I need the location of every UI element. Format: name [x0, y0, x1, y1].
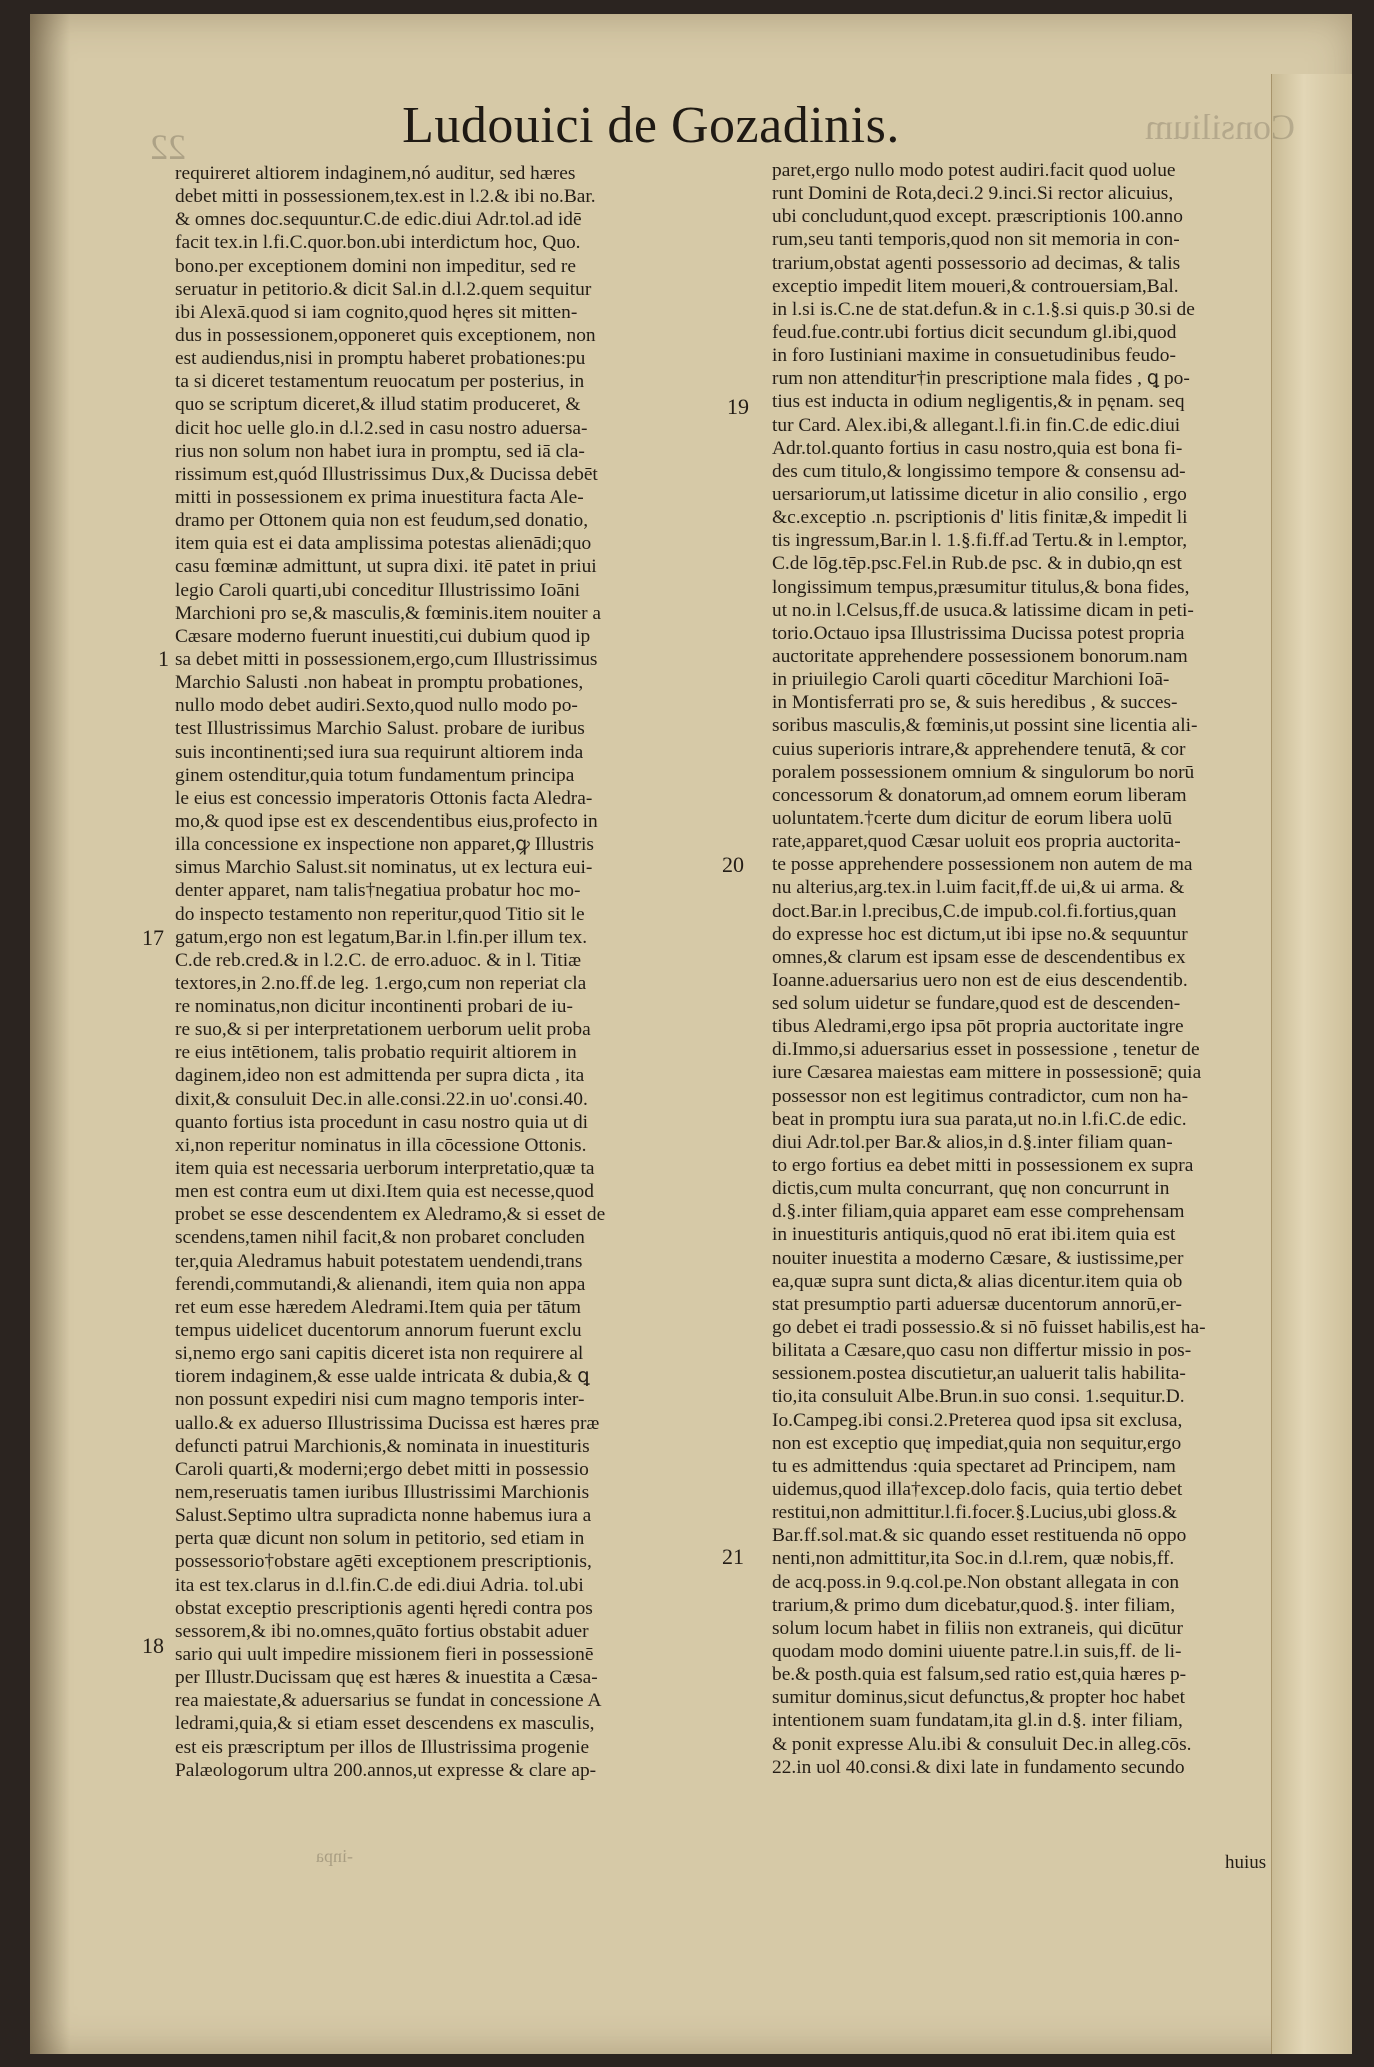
text-line: quodam modo domini uiuente patre.l.in suis,ff. de li-	[772, 1641, 1182, 1662]
text-line: rum,seu tanti temporis,quod non sit memoria in con-	[772, 229, 1180, 251]
margin-number: 20	[722, 852, 744, 877]
text-line: sumitur dominus,sicut defunctus,& propter hoc habet	[772, 1687, 1186, 1709]
text-line: C.de lōg.tēp.psc.Fel.in Rub.de psc. & in dubio,qn est	[772, 553, 1182, 575]
text-line: trarium,obstat agenti possessorio ad decimas, & talis	[772, 252, 1181, 274]
text-line: cuius superioris intrare,& apprehendere tenutā, & cor	[772, 738, 1186, 760]
text-line: 22.in uol 40.consi.& dixi late in fundamento secundo	[772, 1756, 1185, 1778]
text-line: tius est inducta in odium negligentis,& in pęnam. seq	[772, 391, 1185, 413]
text-line: Cæsare moderno fuerunt inuestiti,cui dubium quod ip	[175, 625, 591, 647]
text-line: denter apparet, nam talis†negatiua probatur hoc mo-	[175, 880, 581, 902]
text-line: concessorum & donatorum,ad omnem eorum liberam	[772, 784, 1187, 806]
text-line: sa debet mitti in possessionem,ergo,cum Illustrissimus	[175, 648, 598, 670]
text-line: uersariorum,ut latissime dicetur in alio consilio , ergo	[772, 483, 1187, 505]
text-line: auctoritate apprehendere possessionem bonorum.nam	[772, 645, 1188, 667]
text-line: rea maiestate,& aduersarius se fundat in concessione A	[175, 1690, 602, 1712]
text-line: tiorem indaginem,& esse ualde intricata & dubia,& ꝗ	[175, 1366, 590, 1388]
text-line: illa concessione ex inspectione non apparet,ꝙ Illustris	[175, 834, 594, 856]
text-line: longissimum tempus,præsumitur titulus,& bona fides,	[772, 576, 1190, 598]
text-line: go debet ei tradi possessio.& si nō fuisset habilis,est ha-	[772, 1317, 1206, 1339]
text-line: ita est tex.clarus in d.l.fin.C.de edi.diui Adria. tol.ubi	[175, 1574, 584, 1596]
text-line: & omnes doc.sequuntur.C.de edic.diui Adr.tol.ad idē	[175, 209, 582, 231]
text-line: ibi Alexā.quod si iam cognito,quod hęres sit mitten-	[175, 301, 578, 323]
text-line: dramo per Ottonem quia non est feudum,sed donatio,	[175, 510, 589, 532]
text-line: nouiter inuestita a moderno Cæsare, & iustissime,per	[772, 1247, 1184, 1269]
text-column-left	[175, 162, 699, 1782]
catchword: huius	[1225, 1852, 1267, 1873]
text-line: tio,ita consuluit Albe.Brun.in suo consi. 1.sequitur.D.	[772, 1386, 1185, 1408]
text-line: in foro Iustiniani maxime in consuetudinibus feudo-	[772, 345, 1176, 367]
text-line: paret,ergo nullo modo potest audiri.facit quod uolue	[772, 160, 1176, 181]
text-line: sed solum uidetur se fundare,quod est de descenden-	[772, 993, 1181, 1015]
text-line: in l.si is.C.ne de stat.defun.& in c.1.§.si quis.p 30.si de	[772, 298, 1195, 320]
text-line: nem,reseruatis tamen iuribus Illustrissimi Marchionis	[175, 1482, 590, 1504]
text-line: sessorem,& ibi no.omnes,quāto fortius obstabit aduer	[175, 1620, 589, 1642]
text-line: de acq.poss.in 9.q.col.pe.Non obstant allegata in con	[772, 1571, 1180, 1593]
text-line: omnes,& clarum est ipsam esse de descendentibus ex	[772, 946, 1186, 968]
text-line: to ergo fortius ea debet mitti in possessionem ex supra	[772, 1155, 1194, 1177]
text-line: Marchio Salusti .non habeat in promptu probationes,	[175, 672, 584, 694]
text-line: uidemus,quod illa†excep.dolo facis, quia tertio debet	[772, 1479, 1183, 1501]
text-line: per Illustr.Ducissam quę est hæres & inuestita a Cæsa-	[175, 1667, 598, 1689]
text-line: uallo.& ex aduerso Illustrissima Ducissa est hæres præ	[175, 1412, 600, 1434]
text-line: re eius intētionem, talis probatio requirit altiorem in	[175, 1042, 577, 1064]
text-line: rum non attenditur†in prescriptione mala fides , ꝗ po-	[772, 368, 1190, 390]
text-line: diui Adr.tol.per Bar.& alios,in d.§.inter filiam quan-	[772, 1131, 1173, 1153]
book-page	[30, 14, 1352, 2054]
margin-number: 17	[142, 925, 164, 950]
text-line: perta quæ dicunt non solum in petitorio, sed etiam in	[175, 1528, 585, 1550]
margin-number: 19	[727, 394, 749, 419]
text-line: di.Immo,si aduersarius esset in possessione , tenetur de	[772, 1039, 1200, 1061]
text-line: possessorio†obstare agēti exceptionem prescriptionis,	[175, 1551, 592, 1573]
text-line: C.de reb.cred.& in l.2.C. de erro.aduoc. & in l. Titiæ	[175, 949, 582, 971]
text-line: &c.exceptio .n. pscriptionis d' litis finitæ,& impedit li	[772, 507, 1188, 529]
text-line: in inuestituris antiquis,quod nō erat ibi.item quia est	[772, 1224, 1176, 1246]
text-line: facit tex.in l.fi.C.quor.bon.ubi interdictum hoc, Quo.	[175, 232, 581, 254]
text-line: des cum titulo,& longissimo tempore & consensu ad-	[772, 460, 1186, 482]
text-line: bono.per exceptionem domini non impeditur, sed re	[175, 255, 576, 277]
text-line: tempus uidelicet ducentorum annorum fuerunt exclu	[175, 1320, 582, 1342]
text-line: tur Card. Alex.ibi,& allegant.l.fi.in fin.C.de edic.diui	[772, 414, 1181, 436]
text-line: torio.Octauo ipsa Illustrissima Ducissa potest propria	[772, 622, 1185, 644]
text-line: feud.fue.contr.ubi fortius dicit secundum gl.ibi,quod	[772, 321, 1177, 343]
text-line: ledrami,quia,& si etiam esset descendens ex masculis,	[175, 1713, 595, 1735]
text-line: quanto fortius ista procedunt in casu nostro quia ut di	[175, 1111, 589, 1133]
text-line: be.& posth.quia est falsum,sed ratio est,quia hæres p-	[772, 1664, 1187, 1686]
text-line: ea,quæ supra sunt dicta,& alias dicentur.item quia ob	[772, 1270, 1183, 1292]
text-line: defuncti patrui Marchionis,& nominata in inuestituris	[175, 1435, 590, 1457]
text-line: Marchioni pro se,& masculis,& fœminis.item nouiter a	[175, 602, 601, 624]
text-line: exceptio impedit litem moueri,& controuersiam,Bal.	[772, 275, 1179, 297]
text-line: nu alterius,arg.tex.in l.uim facit,ff.de ui,& ui arma. &	[772, 877, 1185, 899]
text-line: beat in promptu iura sua parata,ut no.in l.fi.C.de edic.	[772, 1108, 1187, 1130]
text-line: Caroli quarti,& moderni;ergo debet mitti in possessio	[175, 1458, 589, 1480]
text-line: te posse apprehendere possessionem non autem de ma	[772, 854, 1193, 876]
text-line: debet mitti in possessionem,tex.est in l.2.& ibi no.Bar.	[175, 186, 596, 208]
text-line: Ioanne.aduersarius uero non est de eius descendentib.	[772, 969, 1188, 991]
text-line: Io.Campeg.ibi consi.2.Preterea quod ipsa sit exclusa,	[772, 1409, 1183, 1431]
text-line: xi,non reperitur nominatus in illa cōcessione Ottonis.	[175, 1134, 587, 1156]
text-line: runt Domini de Rota,deci.2 9.inci.Si rector alicuius,	[772, 183, 1174, 205]
text-line: Bar.ff.sol.mat.& sic quando esset restituenda nō oppo	[772, 1525, 1187, 1547]
text-line: tibus Aledrami,ergo ipsa pōt propria auctoritate ingre	[772, 1016, 1184, 1038]
text-line: doct.Bar.in l.precibus,C.de impub.col.fi.fortius,quan	[772, 900, 1177, 922]
text-line: Palæologorum ultra 200.annos,ut expresse & clare ap-	[175, 1759, 597, 1781]
text-line: textores,in 2.no.ff.de leg. 1.ergo,cum non reperiat cla	[175, 972, 587, 994]
text-line: est eis præscriptum per illos de Illustrissima progenie	[175, 1736, 590, 1758]
text-line: rissimum est,quód Illustrissimus Dux,& Ducissa debēt	[175, 463, 598, 485]
text-line: obstat exceptio prescriptionis agenti hęredi contra pos	[175, 1597, 593, 1619]
text-line: dicit hoc uelle glo.in d.l.2.sed in casu nostro aduersa-	[175, 417, 588, 439]
text-line: possessor non est legitimus contradictor, cum non ha-	[772, 1085, 1189, 1107]
margin-number: 18	[142, 1633, 164, 1658]
text-line: do expresse hoc est dictum,ut ibi ipse no.& sequuntur	[772, 923, 1188, 945]
text-line: stat presumptio parti aduersæ ducentorum annorū,er-	[772, 1293, 1182, 1315]
text-line: mitti in possessionem ex prima inuestitura facta Ale-	[175, 486, 584, 508]
text-line: item quia est necessaria uerborum interpretatio,quæ ta	[175, 1158, 595, 1180]
text-line: test Illustrissimus Marchio Salust. probare de iuribus	[175, 718, 585, 740]
text-line: tis ingressum,Bar.in l. 1.§.fi.ff.ad Tertu.& in l.emptor,	[772, 530, 1188, 552]
text-line: item quia est ei data amplissima potestas alienādi;quo	[175, 533, 592, 555]
text-line: in Montisferrati pro se, & suis heredibus , & succes-	[772, 692, 1178, 714]
text-line: sario qui uult impedire missionem fieri in possessionē	[175, 1644, 594, 1665]
text-line: seruatur in petitorio.& dicit Sal.in d.l.2.quem sequitur	[175, 278, 592, 300]
bleed-through-text: -inpa	[316, 1846, 353, 1866]
text-line: casu fœminæ admittunt, ut supra dixi. itē patet in priui	[175, 556, 597, 578]
text-column-right	[772, 159, 1296, 1779]
text-line: Salust.Septimo ultra supradicta nonne habemus iura a	[175, 1505, 592, 1527]
text-line: men est contra eum ut dixi.Item quia est necesse,quod	[175, 1181, 594, 1203]
text-line: scendens,tamen nihil facit,& non probaret concluden	[175, 1227, 585, 1249]
text-line: trarium,& primo dum dicebatur,quod.§. inter filiam,	[772, 1594, 1176, 1616]
text-line: in priuilegio Caroli quarti cōceditur Marchioni Ioā-	[772, 669, 1170, 691]
text-line: soribus masculis,& fœminis,ut possint sine licentia ali-	[772, 715, 1198, 737]
bleed-through-page-number: 22	[150, 127, 186, 167]
text-line: ut no.in l.Celsus,ff.de usuca.& latissime dicam in peti-	[772, 599, 1194, 621]
margin-number: 21	[722, 1544, 744, 1569]
text-line: nullo modo debet audiri.Sexto,quod nullo modo po-	[175, 695, 578, 717]
text-line: sessionem.postea discutietur,an ualuerit talis habilita-	[772, 1363, 1186, 1385]
text-line: est audiendus,nisi in promptu haberet probationes:pu	[175, 348, 586, 370]
text-line: intentionem suam fundatam,ita gl.in d.§. inter filiam,	[772, 1710, 1183, 1732]
gutter-shadow	[30, 14, 70, 2054]
text-line: solum locum habet in filiis non extraneis, qui dicūtur	[772, 1617, 1183, 1639]
text-line: daginem,ideo non est admittenda per supra dicta , ita	[175, 1065, 585, 1087]
text-line: & ponit expresse Alu.ibi & consuluit Dec.in alleg.cōs.	[772, 1733, 1192, 1755]
text-line: poralem possessionem omnium & singulorum bo norū	[772, 761, 1195, 783]
text-line: ter,quia Aledramus habuit potestatem uendendi,trans	[175, 1250, 583, 1272]
text-line: legio Caroli quarti,ubi conceditur Illustrissimo Ioāni	[175, 579, 580, 601]
text-line: nenti,non admittitur,ita Soc.in d.l.rem, quæ nobis,ff.	[772, 1548, 1175, 1570]
text-line: Adr.tol.quanto fortius in casu nostro,quia est bona fi-	[772, 437, 1183, 459]
bleed-through-heading: Consilium	[1145, 107, 1296, 147]
text-line: non est exceptio quę impediat,quia non sequitur,ergo	[772, 1432, 1182, 1454]
text-line: requireret altiorem indaginem,nó auditur, sed hæres	[175, 163, 576, 184]
text-line: probet se esse descendentem ex Aledramo,& si esset de	[175, 1204, 606, 1226]
text-line: le eius est concessio imperatoris Ottonis facta Aledra-	[175, 787, 593, 809]
margin-number: 1	[158, 646, 169, 671]
text-line: dus in possessionem,opponeret quis exceptionem, non	[175, 324, 596, 346]
text-line: ta si diceret testamentum reuocatum per posterius, in	[175, 371, 585, 393]
text-line: d.§.inter filiam,quia apparet eam esse comprehensam	[772, 1201, 1185, 1223]
text-line: do inspecto testamento non reperitur,quod Titio sit le	[175, 903, 585, 925]
text-line: ferendi,commutandi,& alienandi, item quia non appa	[175, 1273, 586, 1295]
text-line: dictis,cum multa concurrant, quę non concurrunt in	[772, 1178, 1170, 1200]
text-line: ginem ostenditur,quia totum fundamentum principa	[175, 764, 575, 786]
running-head: Ludouici de Gozadinis.	[402, 97, 900, 154]
text-line: si,nemo ergo sani capitis diceret ista non requirere al	[175, 1343, 584, 1365]
text-line: iure Cæsarea maiestas eam mittere in possessionē; quia	[772, 1062, 1202, 1084]
text-line: ret eum esse hæredem Aledrami.Item quia per tātum	[175, 1296, 581, 1318]
text-line: simus Marchio Salust.sit nominatus, ut ex lectura eui-	[175, 857, 593, 879]
text-line: tu es admittendus :quia spectaret ad Principem, nam	[772, 1455, 1176, 1477]
text-line: rate,apparet,quod Cæsar uoluit eos propria auctorita-	[772, 831, 1181, 853]
text-line: re nominatus,non dicitur incontinenti probari de iu-	[175, 996, 573, 1018]
text-line: non possunt expediri nisi cum magno temporis inter-	[175, 1389, 585, 1411]
text-line: uoluntatem.†certe dum dicitur de eorum libera uolū	[772, 807, 1173, 829]
text-line: quo se scriptum diceret,& illud statim produceret, &	[175, 394, 581, 416]
text-line: suis incontinenti;sed iura sua requirunt altiorem inda	[175, 741, 584, 763]
text-line: restitui,non admittitur.l.fi.focer.§.Lucius,ubi gloss.&	[772, 1502, 1178, 1524]
text-line: rius non solum non habet iura in promptu, sed iā cla-	[175, 440, 585, 462]
text-line: bilitata a Cæsare,quo casu non differtur missio in pos-	[772, 1340, 1192, 1362]
text-line: mo,& quod ipse est ex descendentibus eius,profecto in	[175, 810, 598, 832]
text-line: dixit,& consuluit Dec.in alle.consi.22.in uo'.consi.40.	[175, 1088, 588, 1110]
text-line: re suo,& si per interpretationem uerborum uelit proba	[175, 1019, 591, 1041]
text-line: ubi concludunt,quod except. præscriptionis 100.anno	[772, 206, 1183, 228]
text-line: gatum,ergo non est legatum,Bar.in l.fin.per illum tex.	[175, 926, 588, 948]
